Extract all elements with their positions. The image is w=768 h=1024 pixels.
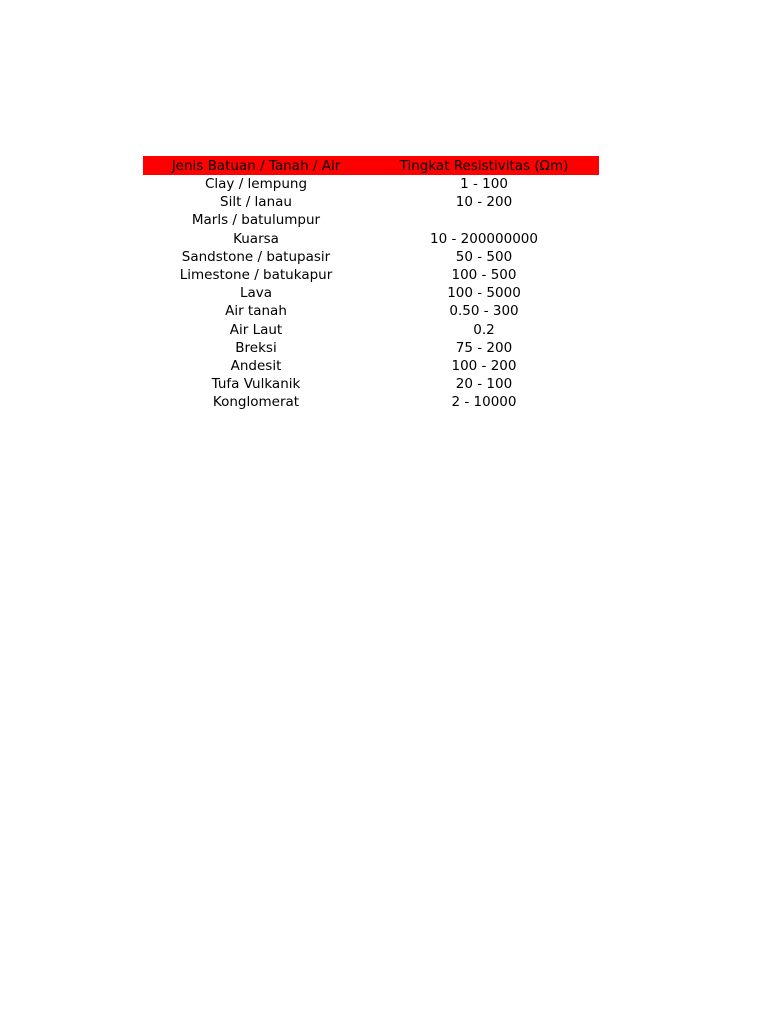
resistivity-cell: 100 - 5000 [447,285,521,302]
header-resistivity: Tingkat Resistivitas (Ωm) [399,157,569,174]
material-cell: Silt / lanau [220,194,292,211]
material-cell: Marls / batulumpur [191,212,321,229]
table-row [143,339,599,357]
table-row [143,230,599,248]
resistivity-cell: 75 - 200 [455,339,513,356]
resistivity-cell: 10 - 200000000 [430,230,538,247]
table-row [143,266,599,284]
table-row [143,393,599,411]
material-cell: Breksi [235,339,277,356]
material-cell: Limestone / batukapur [179,267,333,284]
resistivity-cell: 1 - 100 [460,176,508,193]
material-cell: Air Laut [229,321,283,338]
table-row [143,193,599,211]
resistivity-cell: 0.50 - 300 [449,303,519,320]
resistivity-table [143,156,599,411]
resistivity-cell: 100 - 500 [451,267,517,284]
header-material: Jenis Batuan / Tanah / Air [171,157,341,174]
table-row [143,375,599,393]
table-row [143,321,599,339]
table-row [143,284,599,302]
resistivity-cell: 20 - 100 [455,376,513,393]
material-cell: Konglomerat [212,394,300,411]
table-row [143,357,599,375]
table-row [143,248,599,266]
resistivity-cell: 10 - 200 [455,194,513,211]
material-cell: Kuarsa [233,230,279,247]
material-cell: Andesit [230,357,282,374]
resistivity-cell: 50 - 500 [455,248,513,265]
resistivity-cell: 0.2 [473,321,495,338]
resistivity-cell: 2 - 10000 [451,394,517,411]
table-row [143,211,599,229]
material-cell: Tufa Vulkanik [211,376,301,393]
material-cell: Lava [239,285,273,302]
table-row [143,302,599,320]
table-header-row [143,156,599,175]
material-cell: Sandstone / batupasir [181,248,331,265]
material-cell: Air tanah [225,303,287,320]
table-row [143,175,599,193]
material-cell: Clay / lempung [204,176,308,193]
resistivity-cell: 100 - 200 [451,357,517,374]
